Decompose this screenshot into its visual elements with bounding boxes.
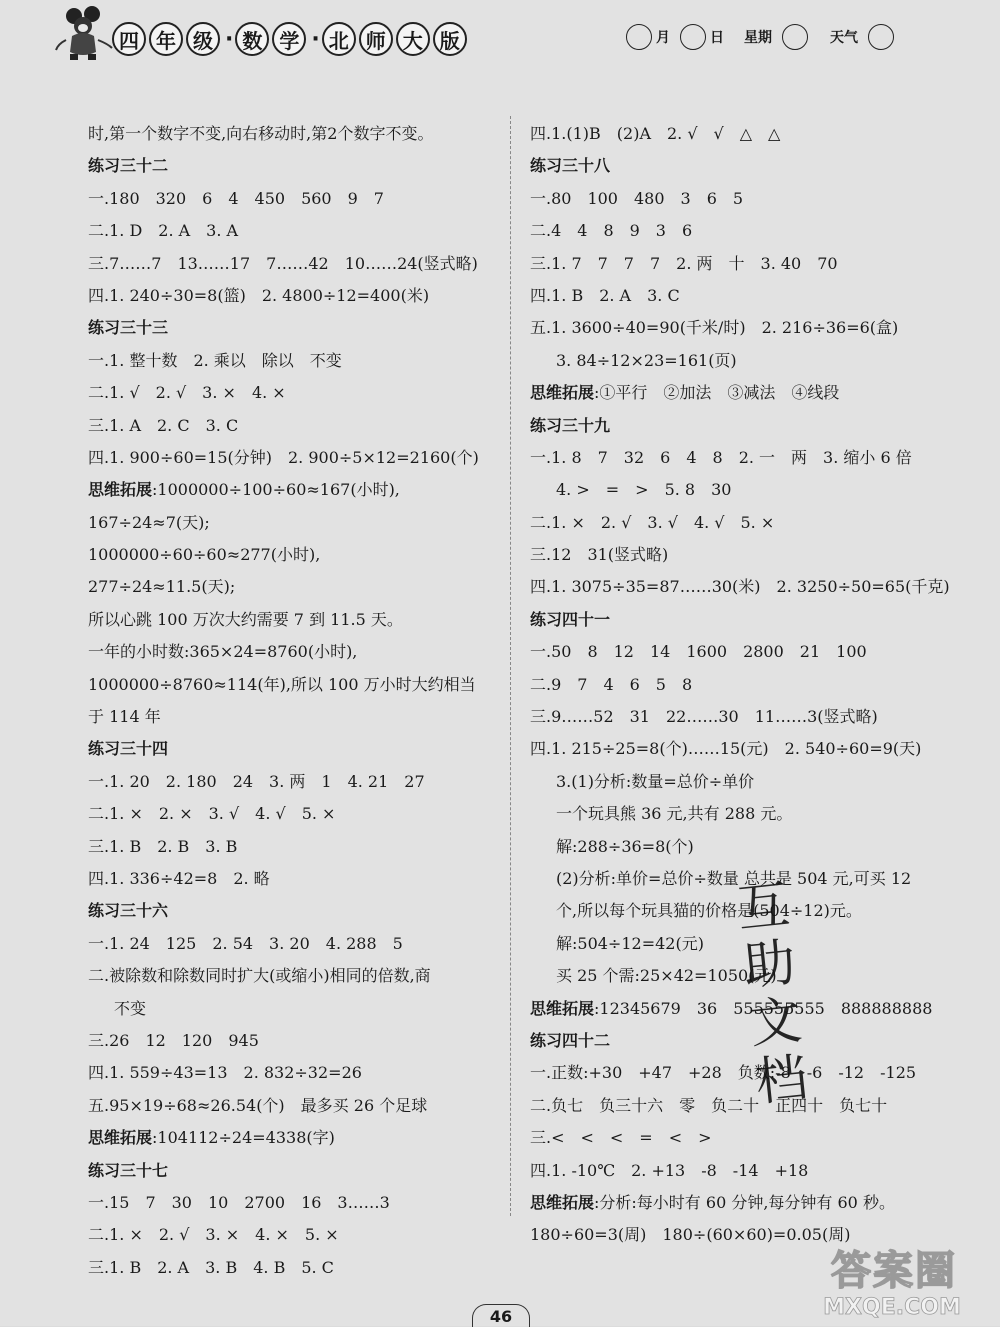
left-line-23: 四.1. 336÷42=8 2. 略 bbox=[88, 868, 270, 888]
left-line-11 bbox=[88, 474, 488, 506]
right-line-10: 一.1. 8 7 32 6 4 8 2. 一 两 3. 缩小 6 倍 bbox=[530, 447, 912, 467]
right-line-3: 二.4 4 8 9 3 6 bbox=[530, 221, 693, 241]
left-line-13: 1000000÷60÷60≈277(小时), bbox=[88, 545, 321, 565]
left-line-4: 三.7……7 13……17 7……42 10……24(竖式略) bbox=[88, 253, 478, 273]
handwriting-char-1: 助 bbox=[740, 932, 799, 998]
title-char-ban: 版 bbox=[433, 22, 467, 56]
left-line-24: 练习三十六 bbox=[88, 901, 169, 921]
title-char-xue: 学 bbox=[272, 22, 306, 56]
left-line-16: 一年的小时数:365×24=8760(小时), bbox=[88, 642, 358, 662]
right-line-25: 解:504÷12=42(元) bbox=[556, 933, 704, 953]
handwriting-char-3: 档 bbox=[752, 1047, 811, 1114]
watermark-url: MXQE.COM bbox=[823, 1295, 961, 1320]
thinking-extension-label: 思维拓展 bbox=[530, 1192, 595, 1212]
left-line-18: 于 114 年 bbox=[88, 707, 161, 727]
weather-label: 天气 bbox=[830, 30, 858, 46]
thinking-extension-label: 思维拓展 bbox=[530, 998, 595, 1018]
left-line-21: 二.1. × 2. × 3. √ 4. √ 5. × bbox=[88, 804, 336, 824]
title-char-shi: 师 bbox=[359, 22, 393, 56]
right-line-33 bbox=[530, 1187, 960, 1219]
left-line-8: 二.1. √ 2. √ 3. × 4. × bbox=[88, 383, 286, 403]
right-line-11: 4. > = > 5. 8 30 bbox=[556, 480, 732, 500]
answer-text: :分析:每小时有 60 分钟,每分钟有 60 秒。 bbox=[594, 1192, 895, 1212]
left-column bbox=[88, 118, 488, 1284]
right-line-30: 二.负七 负三十六 零 负二十 正四十 负七十 bbox=[530, 1095, 888, 1115]
answer-text: :12345679 36 555555555 888888888 bbox=[594, 998, 933, 1018]
right-line-15: 练习四十一 bbox=[530, 609, 611, 629]
left-line-32: 练习三十七 bbox=[88, 1160, 169, 1180]
thinking-extension-label: 思维拓展 bbox=[88, 1128, 153, 1148]
left-line-17: 1000000÷8760≈114(年),所以 100 万小时大约相当 bbox=[88, 674, 476, 694]
day-label: 日 bbox=[710, 30, 724, 46]
handwriting-char-0: 互 bbox=[734, 874, 793, 941]
left-line-14: 277÷24≈11.5(天); bbox=[88, 577, 236, 597]
left-line-5: 四.1. 240÷30=8(篮) 2. 4800÷12=400(米) bbox=[88, 285, 430, 305]
left-line-9: 三.1. A 2. C 3. C bbox=[88, 415, 239, 435]
right-line-13: 三.12 31(竖式略) bbox=[530, 545, 669, 565]
right-line-21: 一个玩具熊 36 元,共有 288 元。 bbox=[556, 804, 793, 824]
right-line-34: 180÷60=3(周) 180÷(60×60)=0.05(周) bbox=[530, 1225, 851, 1245]
left-line-19: 练习三十四 bbox=[88, 739, 169, 759]
left-line-29: 四.1. 559÷43=13 2. 832÷32=26 bbox=[88, 1063, 362, 1083]
left-line-12: 167÷24≈7(天); bbox=[88, 512, 210, 532]
handwriting-char-2: 文 bbox=[746, 990, 805, 1056]
left-line-27: 不变 bbox=[114, 998, 147, 1018]
title-separator-2: · bbox=[311, 26, 320, 52]
weather-field[interactable] bbox=[868, 24, 894, 50]
answer-text: :1000000÷100÷60≈167(小时), bbox=[152, 480, 400, 500]
month-field[interactable] bbox=[626, 24, 652, 50]
right-line-22: 解:288÷36=8(个) bbox=[556, 836, 694, 856]
right-line-5: 四.1. B 2. A 3. C bbox=[530, 285, 680, 305]
right-line-20: 3.(1)分析:数量=总价÷单价 bbox=[556, 771, 755, 791]
column-divider bbox=[510, 116, 512, 1216]
page-header bbox=[0, 0, 1000, 64]
left-line-2: 一.180 320 6 4 450 560 9 7 bbox=[88, 188, 384, 208]
left-line-15: 所以心跳 100 万次大约需要 7 到 11.5 天。 bbox=[88, 609, 403, 629]
right-line-4: 三.1. 7 7 7 7 2. 两 十 3. 40 70 bbox=[530, 253, 838, 273]
right-line-26: 买 25 个需:25×42=1050(元) bbox=[556, 966, 777, 986]
page-number: 46 bbox=[472, 1304, 530, 1327]
left-line-1: 练习三十二 bbox=[88, 156, 169, 176]
mascot-icon bbox=[52, 4, 118, 62]
weekday-field[interactable] bbox=[782, 24, 808, 50]
left-line-7: 一.1. 整十数 2. 乘以 除以 不变 bbox=[88, 350, 342, 370]
title-char-nian: 年 bbox=[149, 22, 183, 56]
right-line-28: 练习四十二 bbox=[530, 1030, 611, 1050]
right-line-23: (2)分析:单价=总价÷数量 总共是 504 元,可买 12 bbox=[556, 868, 912, 888]
right-line-17: 二.9 7 4 6 5 8 bbox=[530, 674, 693, 694]
month-label: 月 bbox=[656, 30, 670, 46]
date-weather-fields bbox=[622, 24, 898, 50]
left-line-10: 四.1. 900÷60=15(分钟) 2. 900÷5×12=2160(个) bbox=[88, 447, 479, 467]
title-separator-1: · bbox=[225, 26, 234, 52]
answer-text: :104112÷24=4338(字) bbox=[152, 1128, 335, 1148]
right-line-7: 3. 84÷12×23=161(页) bbox=[556, 350, 737, 370]
right-line-12: 二.1. × 2. √ 3. √ 4. √ 5. × bbox=[530, 512, 775, 532]
right-line-1: 练习三十八 bbox=[530, 156, 611, 176]
day-field[interactable] bbox=[680, 24, 706, 50]
right-line-0: 四.1.(1)B (2)A 2. √ √ △ △ bbox=[530, 124, 781, 143]
left-line-30: 五.95×19÷68≈26.54(个) 最多买 26 个足球 bbox=[88, 1095, 428, 1115]
thinking-extension-label: 思维拓展 bbox=[530, 383, 595, 403]
right-line-2: 一.80 100 480 3 6 5 bbox=[530, 188, 744, 208]
thinking-extension-label: 思维拓展 bbox=[88, 480, 153, 500]
title-char-ji: 级 bbox=[186, 22, 220, 56]
left-line-0: 时,第一个数字不变,向右移动时,第2个数字不变。 bbox=[88, 124, 434, 143]
weekday-label: 星期 bbox=[744, 30, 772, 46]
right-line-16: 一.50 8 12 14 1600 2800 21 100 bbox=[530, 642, 867, 662]
left-line-20: 一.1. 20 2. 180 24 3. 两 1 4. 21 27 bbox=[88, 771, 425, 791]
left-line-22: 三.1. B 2. B 3. B bbox=[88, 836, 238, 856]
left-line-25: 一.1. 24 125 2. 54 3. 20 4. 288 5 bbox=[88, 933, 403, 953]
left-line-33: 一.15 7 30 10 2700 16 3……3 bbox=[88, 1192, 390, 1212]
title-char-shu: 数 bbox=[235, 22, 269, 56]
right-line-18: 三.9……52 31 22……30 11……3(竖式略) bbox=[530, 707, 878, 727]
title-char-da: 大 bbox=[396, 22, 430, 56]
left-line-26: 二.被除数和除数同时扩大(或缩小)相同的倍数,商 bbox=[88, 966, 431, 986]
title-char-bei: 北 bbox=[322, 22, 356, 56]
right-line-6: 五.1. 3600÷40=90(千米/时) 2. 216÷36=6(盒) bbox=[530, 318, 899, 338]
right-line-19: 四.1. 215÷25=8(个)……15(元) 2. 540÷60=9(天) bbox=[530, 739, 922, 759]
right-line-14: 四.1. 3075÷35=87……30(米) 2. 3250÷50=65(千克) bbox=[530, 577, 950, 597]
right-line-9: 练习三十九 bbox=[530, 415, 611, 435]
left-line-34: 二.1. × 2. √ 3. × 4. × 5. × bbox=[88, 1225, 339, 1245]
left-line-28: 三.26 12 120 945 bbox=[88, 1030, 259, 1050]
right-line-29: 一.正数:+30 +47 +28 负数:-8 -6 -12 -125 bbox=[530, 1063, 917, 1083]
book-title bbox=[112, 22, 470, 56]
answer-text: :①平行 ②加法 ③减法 ④线段 bbox=[594, 383, 840, 403]
right-line-32: 四.1. -10℃ 2. +13 -8 -14 +18 bbox=[530, 1160, 809, 1180]
right-line-8 bbox=[530, 377, 960, 409]
left-line-31 bbox=[88, 1122, 488, 1154]
left-line-3: 二.1. D 2. A 3. A bbox=[88, 221, 239, 241]
title-char-grade: 四 bbox=[112, 22, 146, 56]
watermark-logo: 答案圈 bbox=[831, 1247, 957, 1294]
right-line-24: 个,所以每个玩具猫的价格是(504÷12)元。 bbox=[556, 901, 862, 921]
left-line-35: 三.1. B 2. A 3. B 4. B 5. C bbox=[88, 1257, 334, 1277]
left-line-6: 练习三十三 bbox=[88, 318, 169, 338]
right-line-31: 三.< < < = < > bbox=[530, 1128, 712, 1148]
